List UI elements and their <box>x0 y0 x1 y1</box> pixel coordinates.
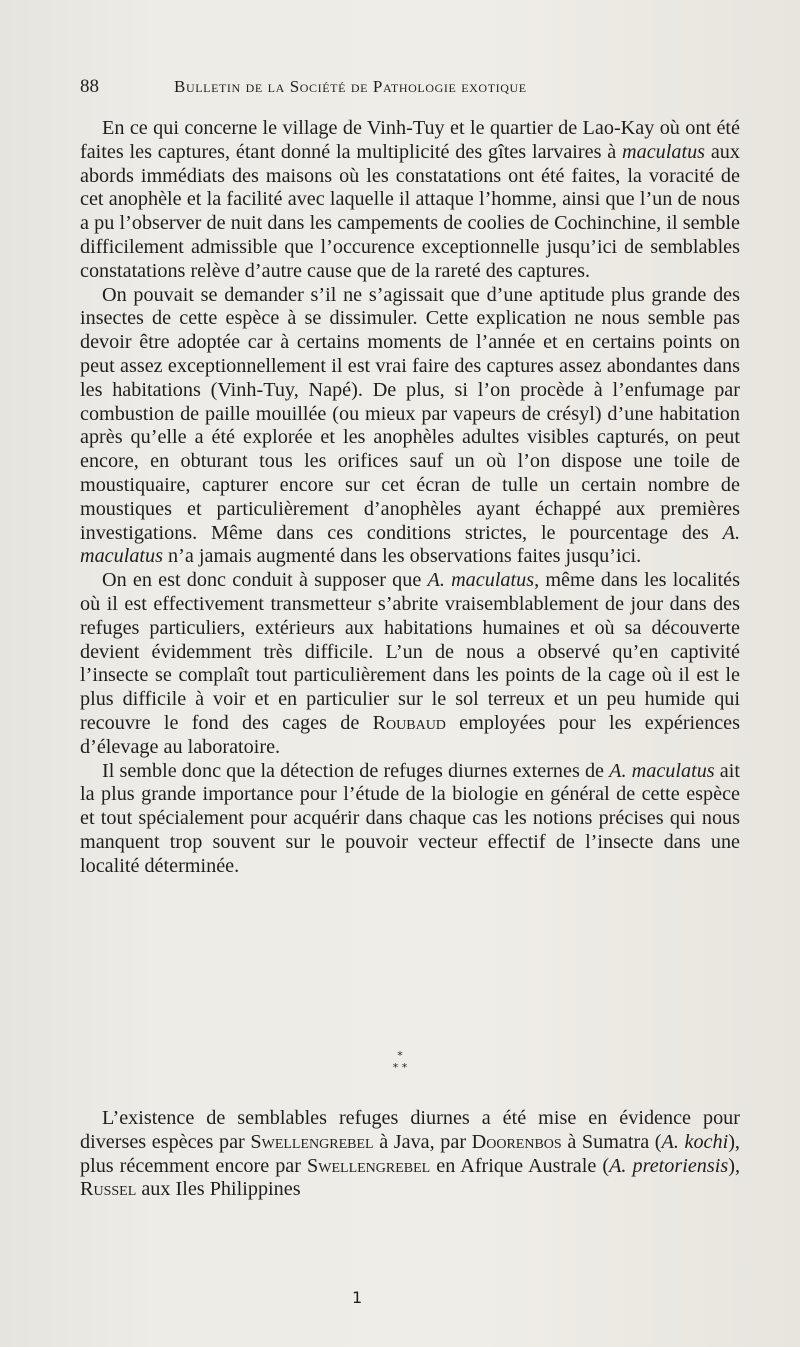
species-name: A. maculatus <box>80 521 740 568</box>
species-name: A. maculatus <box>427 569 535 592</box>
species-name: A. pretoriensis <box>609 1154 729 1177</box>
text-run: à Java, par <box>373 1130 472 1153</box>
text-run: L’existence de semblables refuges diurnes a été mise en évidence pour diverses espèces par <box>80 1107 740 1153</box>
author-name: Doorenbos <box>471 1130 562 1153</box>
text-run: , même dans les localités où il est effectivement transmetteur s’abrite vraisemblablement de jour dans des refuges particuliers, extérieurs aux habitations humaines et où sa découverte devient évidemment très difficile. L’un de nous a observé qu’en captivité l’insecte se complaît tout particulièrement dans les points de la cage où il est le plus difficile à voir et en particulier sur le sol terreux et un peu humide qui recouvre le fond des cages de <box>80 569 740 734</box>
text-run: ), <box>728 1154 740 1177</box>
text-run: En ce qui concerne le village de Vinh-Tuy et le quartier de Lao-Kay où ont été faites les captures, étant donné la multiplicité des gîtes larvaires à <box>80 117 740 163</box>
page-number: 88 <box>80 76 99 97</box>
author-name: Swellengrebel <box>307 1154 431 1177</box>
author-name: Roubaud <box>372 711 446 734</box>
paragraph <box>80 284 740 570</box>
text-run: Il semble donc que la détection de refuges diurnes externes de <box>102 759 610 782</box>
text-run: On pouvait se demander s’il ne s’agissait que d’une aptitude plus grande des insectes de cette espèce à se dissimuler. Cette explication ne nous semble pas devoir être adoptée car à certains moments de l’année et en certains points on peut assez exceptionnellement il est vrai faire des captures assez abondantes dans les habitations (Vinh-Tuy, Napé). De plus, si l’on procède à l’enfumage par combustion de paille mouillée (ou mieux par vapeurs de crésyl) d’une habitation après qu’elle a été explorée et les anophèles adultes visibles capturés, on peut encore, en obturant tous les orifices sauf un où l’on dispose une toile de moustiquaire, capturer encore sur cet écran de tulle un certain nombre de moustiques et particulièrement d’anophèles ayant échappé aux premières investigations. Même dans ces conditions strictes, le pourcentage des <box>80 283 740 544</box>
separator-star-top: * <box>397 1049 403 1062</box>
separator-stars-bottom: * * <box>392 1061 408 1074</box>
paragraph <box>80 1107 740 1202</box>
section-separator <box>380 1050 420 1074</box>
paragraph <box>80 569 740 759</box>
footer-mark: 1 <box>352 1288 363 1307</box>
author-name: Russel <box>80 1178 137 1201</box>
species-name: A. kochi <box>661 1130 729 1153</box>
paragraph <box>80 117 740 284</box>
text-run: On en est donc conduit à supposer que <box>102 569 428 592</box>
second-section-text <box>80 1107 740 1202</box>
text-run: en Afrique Australe ( <box>430 1154 610 1177</box>
page-header <box>80 76 740 100</box>
text-run: aux abords immédiats des maisons où les constatations ont été faites, la voracité de cet anophèle et la facilité avec laquelle il attaque l’homme, ainsi que l’un de nous a pu l’observer de nuit dans les campements de coolies de Cochinchine, il semble difficilement admissible que l’occurence exceptionnelle jusqu’ici de semblables constatations relève d’autre cause que de la rareté des captures. <box>80 140 740 282</box>
text-run: ), plus récemment encore par <box>80 1130 740 1177</box>
text-run: ait la plus grande importance pour l’étude de la biologie en général de cette espèce et tout spécialement pour acquérir dans chaque cas les notions précises qui nous manquent trop souvent sur le pouvoir vecteur effectif de l’insecte dans une localité déterminée. <box>80 759 740 877</box>
paragraph <box>80 760 740 879</box>
running-title: Bulletin de la Société de Pathologie exotique <box>174 77 527 96</box>
main-text-block <box>80 117 740 879</box>
species-name: A. maculatus <box>609 759 715 782</box>
species-name: maculatus <box>622 140 706 163</box>
text-run: aux Iles Philippines <box>136 1178 301 1201</box>
text-run: employées pour les expériences d’élevage au laboratoire. <box>80 711 740 758</box>
text-run: n’a jamais augmenté dans les observations faites jusqu’ici. <box>163 545 642 568</box>
author-name: Swellengrebel <box>250 1130 374 1153</box>
text-run: à Sumatra ( <box>561 1130 662 1153</box>
